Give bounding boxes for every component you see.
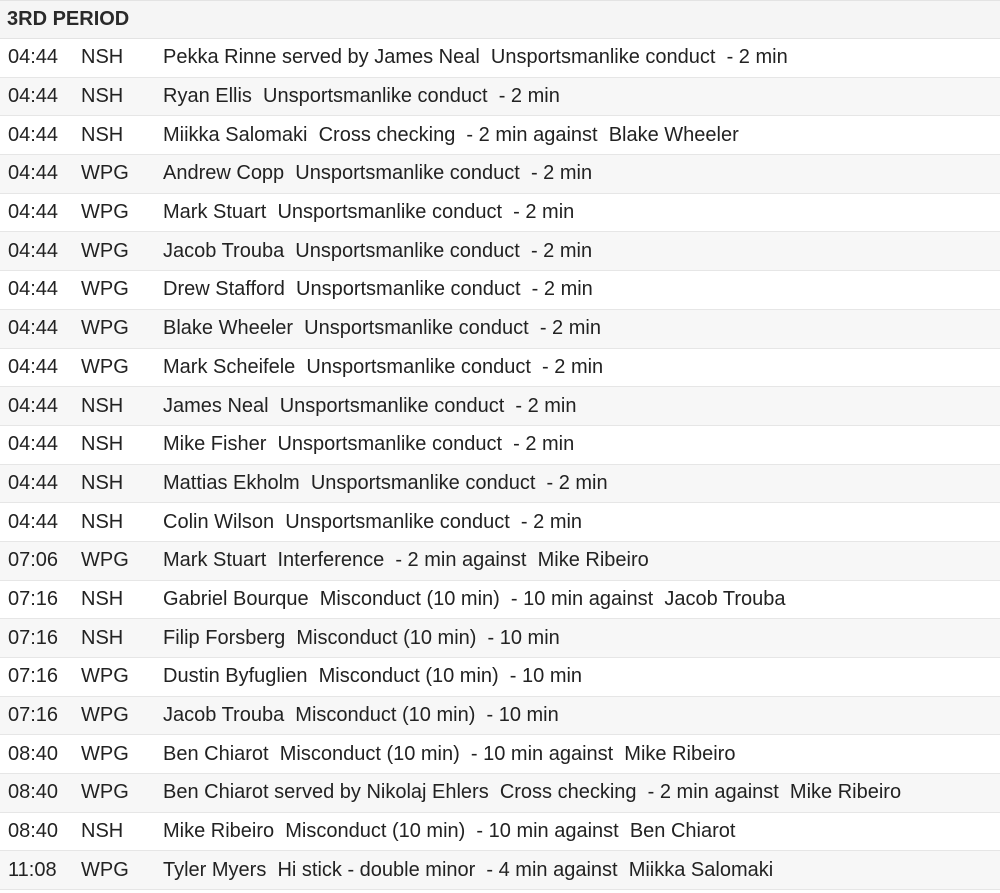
penalty-row [0,232,1000,271]
penalty-time: 07:16 [8,665,59,688]
penalty-row [0,542,1000,581]
penalty-time: 04:44 [8,433,59,456]
penalty-description: Pekka Rinne served by James Neal Unsportsmanlike conduct - 2 min [163,46,788,69]
penalty-description: Blake Wheeler Unsportsmanlike conduct - 2 min [163,317,601,340]
penalty-time: 04:44 [8,162,59,185]
penalty-team: NSH [81,433,124,456]
penalty-team: NSH [81,394,124,417]
penalty-description: Drew Stafford Unsportsmanlike conduct - 2 min [163,278,593,301]
penalty-description: Ryan Ellis Unsportsmanlike conduct - 2 min [163,85,560,108]
penalty-row [0,619,1000,658]
penalty-description: Colin Wilson Unsportsmanlike conduct - 2 min [163,510,583,533]
penalty-row [0,581,1000,620]
penalty-time: 07:16 [8,704,59,727]
penalty-time: 04:44 [8,510,59,533]
penalty-time: 04:44 [8,85,59,108]
penalty-team: NSH [81,123,124,146]
penalty-time: 04:44 [8,355,59,378]
penalty-team: NSH [81,471,124,494]
penalty-time: 07:06 [8,549,59,572]
penalty-team: NSH [81,587,124,610]
penalty-team: WPG [81,317,129,340]
penalty-row [0,697,1000,736]
penalty-time: 04:44 [8,471,59,494]
penalty-team: WPG [81,665,129,688]
penalty-row [0,387,1000,426]
penalty-description: Gabriel Bourque Misconduct (10 min) - 10 min against Jacob Trouba [163,587,786,610]
penalty-row [0,310,1000,349]
penalty-team: NSH [81,820,124,843]
penalty-team: WPG [81,704,129,727]
penalty-team: WPG [81,201,129,224]
penalty-description: Mike Fisher Unsportsmanlike conduct - 2 min [163,433,575,456]
penalty-time: 04:44 [8,394,59,417]
penalty-time: 11:08 [8,858,57,881]
penalty-description: Filip Forsberg Misconduct (10 min) - 10 min [163,626,560,649]
penalty-time: 04:44 [8,201,59,224]
penalty-time: 04:44 [8,278,59,301]
penalty-row [0,813,1000,852]
penalty-description: James Neal Unsportsmanlike conduct - 2 min [163,394,577,417]
penalty-row [0,851,1000,890]
penalty-time: 08:40 [8,742,59,765]
penalty-description: Tyler Myers Hi stick - double minor - 4 min against Miikka Salomaki [163,858,774,881]
penalty-row [0,503,1000,542]
penalty-description: Mark Stuart Unsportsmanlike conduct - 2 min [163,201,575,224]
penalty-description: Mark Scheifele Unsportsmanlike conduct - 2 min [163,355,604,378]
penalty-team: WPG [81,858,129,881]
penalty-description: Mattias Ekholm Unsportsmanlike conduct - 2 min [163,471,608,494]
penalty-team: NSH [81,510,124,533]
penalty-row [0,155,1000,194]
penalty-description: Mike Ribeiro Misconduct (10 min) - 10 min against Ben Chiarot [163,820,736,843]
penalty-row [0,116,1000,155]
penalty-row [0,658,1000,697]
penalty-row [0,465,1000,504]
penalty-team: WPG [81,549,129,572]
penalty-team: WPG [81,355,129,378]
penalty-time: 04:44 [8,123,59,146]
penalty-time: 04:44 [8,239,59,262]
penalty-time: 07:16 [8,626,59,649]
penalty-row [0,426,1000,465]
penalty-team: WPG [81,781,129,804]
penalty-team: WPG [81,162,129,185]
penalty-row [0,78,1000,117]
penalty-description: Jacob Trouba Misconduct (10 min) - 10 min [163,704,559,727]
penalty-time: 07:16 [8,587,59,610]
period-title: 3RD PERIOD [7,8,130,30]
penalty-team: NSH [81,46,124,69]
penalty-time: 08:40 [8,820,59,843]
penalty-description: Ben Chiarot served by Nikolaj Ehlers Cross checking - 2 min against Mike Ribeiro [163,781,902,804]
period-header [0,1,1000,39]
penalty-team: WPG [81,239,129,262]
penalty-rows [0,39,1000,890]
penalty-row [0,735,1000,774]
penalty-description: Jacob Trouba Unsportsmanlike conduct - 2 min [163,239,593,262]
penalty-row [0,194,1000,233]
penalty-description: Andrew Copp Unsportsmanlike conduct - 2 min [163,162,593,185]
penalty-row [0,271,1000,310]
penalty-description: Dustin Byfuglien Misconduct (10 min) - 10 min [163,665,583,688]
penalty-row [0,349,1000,388]
penalty-time: 08:40 [8,781,59,804]
penalty-description: Mark Stuart Interference - 2 min against Mike Ribeiro [163,549,649,572]
penalty-row [0,774,1000,813]
penalty-description: Miikka Salomaki Cross checking - 2 min against Blake Wheeler [163,123,739,146]
penalty-row [0,39,1000,78]
penalty-description: Ben Chiarot Misconduct (10 min) - 10 min against Mike Ribeiro [163,742,736,765]
penalty-time: 04:44 [8,46,59,69]
penalty-team: WPG [81,278,129,301]
penalty-team: WPG [81,742,129,765]
penalty-team: NSH [81,85,124,108]
penalty-team: NSH [81,626,124,649]
penalty-time: 04:44 [8,317,59,340]
